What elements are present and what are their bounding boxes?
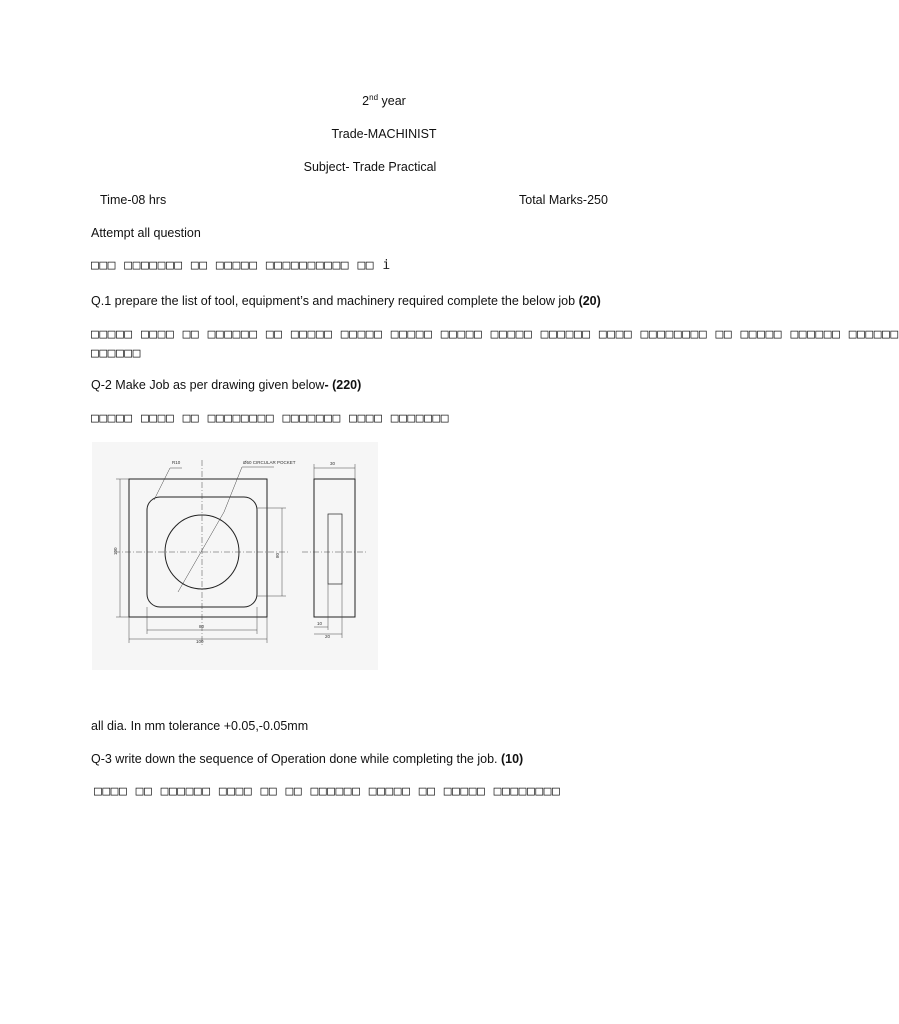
year-word: year	[378, 94, 406, 108]
question-3-marks: (10)	[500, 752, 524, 766]
question-2-hindi: □□□□□ □□□□ □□ □□□□□□□□ □□□□□□□ □□□□ □□□□□□□	[91, 411, 450, 426]
drawing-label-radius: R10	[172, 460, 181, 465]
subject-heading: Subject- Trade Practical	[303, 160, 437, 174]
instruction-english: Attempt all question	[91, 226, 201, 240]
trade-heading: Trade-MACHINIST	[331, 127, 437, 141]
question-1-hindi-line1: □□□□□ □□□□ □□ □□□□□□ □□ □□□□□ □□□□□ □□□□□ □□□□□ □□□□□ □□□□□□ □□□□ □□□□□□□□ □□ □□□□□ □□□□□□ □□□□□□	[91, 327, 899, 342]
year-ordinal: nd	[369, 92, 379, 102]
question-2-marks: - (220)	[324, 378, 362, 392]
instruction-hindi: □□□ □□□□□□□ □□ □□□□□ □□□□□□□□□□ □□ i	[91, 258, 391, 273]
question-1-marks: (20)	[578, 294, 601, 308]
total-marks-label: Total Marks-250	[519, 193, 608, 207]
question-3	[91, 752, 523, 766]
question-1-text: Q.1 prepare the list of tool, equipment’s and machinery required complete the below job	[91, 294, 579, 308]
drawing-dim-step-20: 20	[325, 634, 331, 639]
job-drawing	[92, 442, 378, 670]
drawing-label-pocket: Ø50 CIRCULAR POCKET	[243, 460, 296, 465]
question-3-hindi: □□□□ □□ □□□□□□ □□□□ □□ □□ □□□□□□ □□□□□ □□ □□□□□ □□□□□□□□	[94, 784, 561, 799]
question-1-hindi-line2: □□□□□□	[91, 346, 141, 361]
drawing-dim-inner-height: 80	[275, 552, 280, 558]
drawing-dim-overall-height: 100	[113, 547, 118, 555]
drawing-dim-inner-width: 80	[199, 624, 205, 629]
time-label: Time-08 hrs	[100, 193, 167, 207]
question-3-text: Q-3 write down the sequence of Operation done while completing the job.	[91, 752, 501, 766]
tolerance-note: all dia. In mm tolerance +0.05,-0.05mm	[91, 719, 309, 733]
question-2-text: Q-2 Make Job as per drawing given below	[91, 378, 325, 392]
drawing-dim-overall-width: 100	[196, 639, 204, 644]
drawing-dim-step-10: 10	[317, 621, 323, 626]
question-1	[91, 294, 601, 308]
year-number: 2	[362, 94, 370, 108]
drawing-dim-side-width: 30	[330, 461, 336, 466]
year-heading	[0, 94, 768, 108]
question-2	[91, 378, 361, 392]
